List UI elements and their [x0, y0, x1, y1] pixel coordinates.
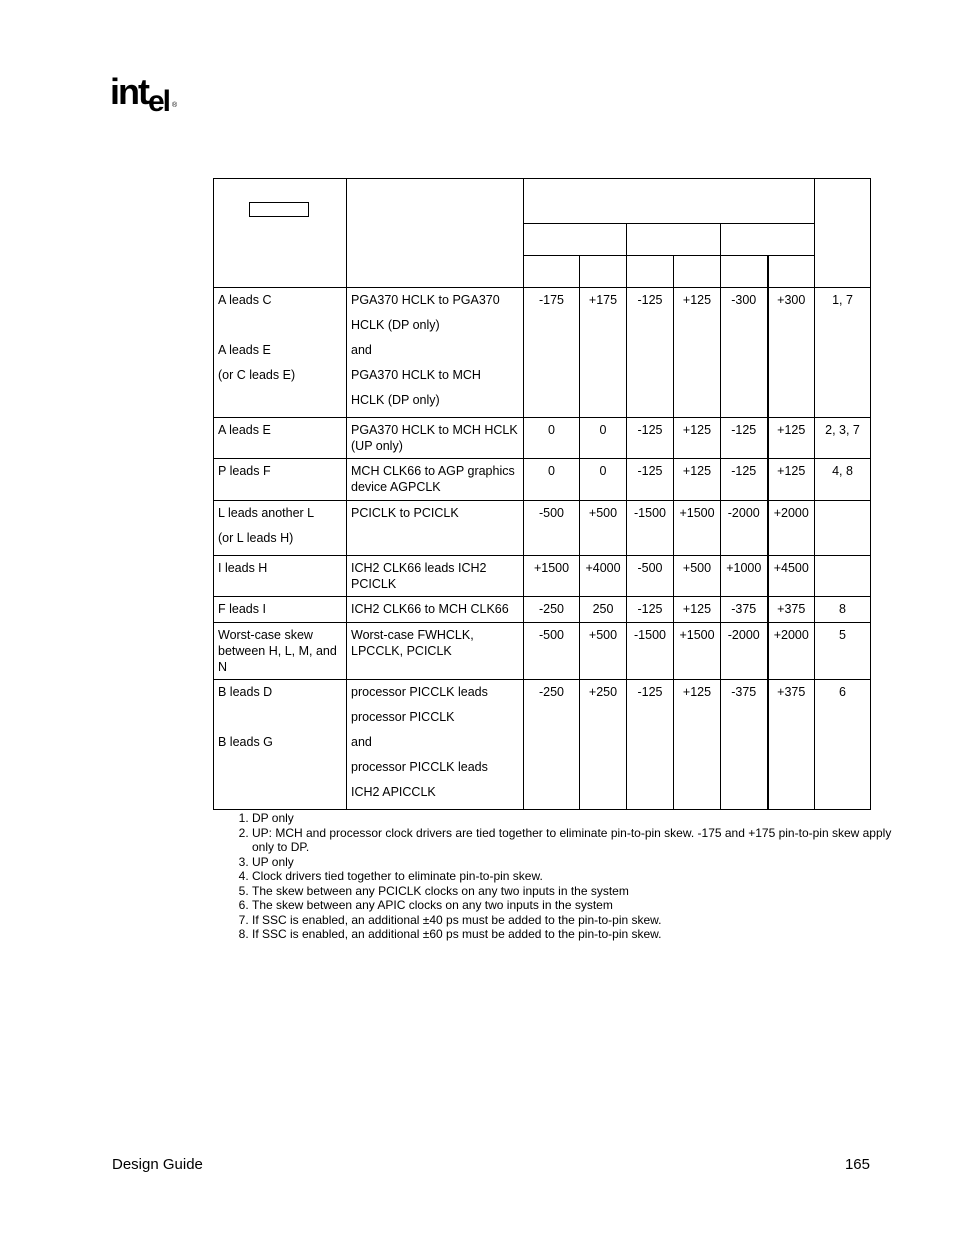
value-cell: +4000 [580, 556, 627, 597]
value-cell: -300 [721, 288, 768, 418]
header-cell-max [768, 256, 815, 288]
value-cell: +300 [768, 288, 815, 418]
description-text: ICH2 CLK66 to MCH CLK66 [351, 602, 509, 616]
value-cell: -500 [524, 501, 580, 556]
description-text: Worst-case FWHCLK, LPCCLK, PCICLK [351, 628, 474, 658]
value-cell: -125 [627, 288, 674, 418]
table-row [214, 418, 871, 459]
signal-text: A leads C [218, 293, 272, 307]
signal-text: Worst-case skew between H, L, M, and N [218, 628, 337, 674]
value-cell: +125 [768, 459, 815, 501]
signal-text: I leads H [218, 561, 268, 575]
table-row [214, 501, 871, 556]
notes-cell: 6 [815, 680, 871, 810]
header-cell-notes [815, 179, 871, 288]
value-cell: +1000 [721, 556, 768, 597]
signal-text: B leads D [218, 685, 273, 699]
table-body [214, 288, 871, 810]
header-cell-min [721, 256, 768, 288]
header-cell-skew [524, 179, 815, 224]
value-cell: +125 [768, 418, 815, 459]
value-cell: +1500 [674, 623, 721, 680]
description-text: processor PICCLK [351, 710, 455, 724]
value-cell: -500 [524, 623, 580, 680]
description-text: ICH2 CLK66 leads ICH2 PCICLK [351, 561, 487, 591]
description-cell [347, 623, 524, 680]
notes-cell: 1, 7 [815, 288, 871, 418]
signal-cell [214, 288, 347, 418]
description-cell [347, 459, 524, 501]
description-cell [347, 556, 524, 597]
value-cell: -1500 [627, 623, 674, 680]
header-cell-min [627, 256, 674, 288]
value-cell: +375 [768, 597, 815, 623]
signal-text: A leads E [218, 343, 271, 357]
description-text: MCH CLK66 to AGP graphics device AGPCLK [351, 464, 515, 494]
value-cell: +125 [674, 418, 721, 459]
description-text: PGA370 HCLK to PGA370 [351, 293, 500, 307]
description-cell [347, 288, 524, 418]
notes-cell: 8 [815, 597, 871, 623]
value-cell: -125 [627, 418, 674, 459]
value-cell: +500 [674, 556, 721, 597]
signal-text: F leads I [218, 602, 266, 616]
header-cell-description [347, 179, 524, 288]
footnote-item: 3. UP only [252, 855, 902, 870]
value-cell: +125 [674, 680, 721, 810]
description-text: PGA370 HCLK to MCH [351, 368, 481, 382]
header-cell-group-3 [721, 224, 815, 256]
signal-text: B leads G [218, 735, 273, 749]
description-cell [347, 501, 524, 556]
value-cell: +125 [674, 459, 721, 501]
table-row [214, 597, 871, 623]
footnote-item: 4. Clock drivers tied together to eliminate pin-to-pin skew. [252, 869, 902, 884]
header-cell-min [524, 256, 580, 288]
footnote-item: 5. The skew between any PCICLK clocks on any two inputs in the system [252, 884, 902, 899]
signal-cell [214, 623, 347, 680]
notes-cell [815, 501, 871, 556]
notes-cell: 4, 8 [815, 459, 871, 501]
description-text: PGA370 HCLK to MCH HCLK (UP only) [351, 423, 518, 453]
signal-text: (or L leads H) [218, 531, 294, 545]
footer-title: Design Guide [112, 1156, 203, 1173]
header-cell-signal [214, 179, 347, 288]
value-cell: -250 [524, 597, 580, 623]
value-cell: -125 [721, 418, 768, 459]
signal-text: A leads E [218, 423, 271, 437]
description-cell [347, 680, 524, 810]
signal-text [218, 317, 342, 342]
value-cell: -175 [524, 288, 580, 418]
value-cell: +250 [580, 680, 627, 810]
intel-logo [110, 71, 178, 118]
footnote-item: 2. UP: MCH and processor clock drivers are tied together to eliminate pin-to-pin skew. -175 and +175 pin-to-pin skew apply only to DP. [252, 826, 902, 855]
value-cell: -250 [524, 680, 580, 810]
description-text: and [351, 343, 372, 357]
footnote-item: 1. DP only [252, 811, 902, 826]
value-cell: +125 [674, 288, 721, 418]
value-cell: +1500 [674, 501, 721, 556]
table-row [214, 459, 871, 501]
value-cell: -125 [627, 459, 674, 501]
footnote-item: 7. If SSC is enabled, an additional ±40 ps must be added to the pin-to-pin skew. [252, 913, 902, 928]
value-cell: 0 [524, 418, 580, 459]
table-row [214, 680, 871, 810]
signal-text [218, 709, 342, 734]
value-cell: +2000 [768, 623, 815, 680]
value-cell: +2000 [768, 501, 815, 556]
value-cell: -125 [721, 459, 768, 501]
clock-skew-table [213, 178, 871, 810]
value-cell: 0 [524, 459, 580, 501]
header-cell-max [580, 256, 627, 288]
value-cell: +500 [580, 501, 627, 556]
value-cell: +1500 [524, 556, 580, 597]
header-cell-group-1 [524, 224, 627, 256]
logo-text: int [110, 71, 148, 112]
description-text: processor PICCLK leads [351, 760, 488, 774]
signal-cell [214, 501, 347, 556]
signal-text: (or C leads E) [218, 368, 296, 382]
notes-cell: 5 [815, 623, 871, 680]
footnote-item: 8. If SSC is enabled, an additional ±60 ps must be added to the pin-to-pin skew. [252, 927, 902, 942]
table-row [214, 288, 871, 418]
table-header [214, 179, 871, 288]
signal-cell [214, 459, 347, 501]
signal-cell [214, 556, 347, 597]
value-cell: +4500 [768, 556, 815, 597]
signal-text: P leads F [218, 464, 271, 478]
description-text: and [351, 735, 372, 749]
description-text: HCLK (DP only) [351, 393, 440, 407]
value-cell: -125 [627, 680, 674, 810]
logo-text-el: el [147, 85, 170, 118]
signal-cell [214, 680, 347, 810]
value-cell: +375 [768, 680, 815, 810]
table-row [214, 556, 871, 597]
value-cell: -375 [721, 680, 768, 810]
page-number: 165 [844, 1156, 870, 1173]
value-cell: 0 [580, 459, 627, 501]
value-cell: -375 [721, 597, 768, 623]
header-box [249, 202, 309, 217]
notes-cell [815, 556, 871, 597]
header-cell-group-2 [627, 224, 721, 256]
value-cell: -125 [627, 597, 674, 623]
notes-cell: 2, 3, 7 [815, 418, 871, 459]
description-cell [347, 597, 524, 623]
description-text: HCLK (DP only) [351, 318, 440, 332]
value-cell: +500 [580, 623, 627, 680]
footnotes-list [213, 811, 902, 942]
signal-text: L leads another L [218, 506, 315, 520]
value-cell: -2000 [721, 623, 768, 680]
signal-cell [214, 597, 347, 623]
signal-cell [214, 418, 347, 459]
value-cell: 250 [580, 597, 627, 623]
header-cell-max [674, 256, 721, 288]
footnote-item: 6. The skew between any APIC clocks on any two inputs in the system [252, 898, 902, 913]
table-row [214, 623, 871, 680]
value-cell: +175 [580, 288, 627, 418]
value-cell: -1500 [627, 501, 674, 556]
value-cell: -2000 [721, 501, 768, 556]
value-cell: 0 [580, 418, 627, 459]
value-cell: -500 [627, 556, 674, 597]
description-text: PCICLK to PCICLK [351, 506, 459, 520]
description-text: processor PICCLK leads [351, 685, 488, 699]
registered-mark: ® [172, 102, 178, 109]
description-cell [347, 418, 524, 459]
value-cell: +125 [674, 597, 721, 623]
description-text: ICH2 APICCLK [351, 785, 436, 799]
